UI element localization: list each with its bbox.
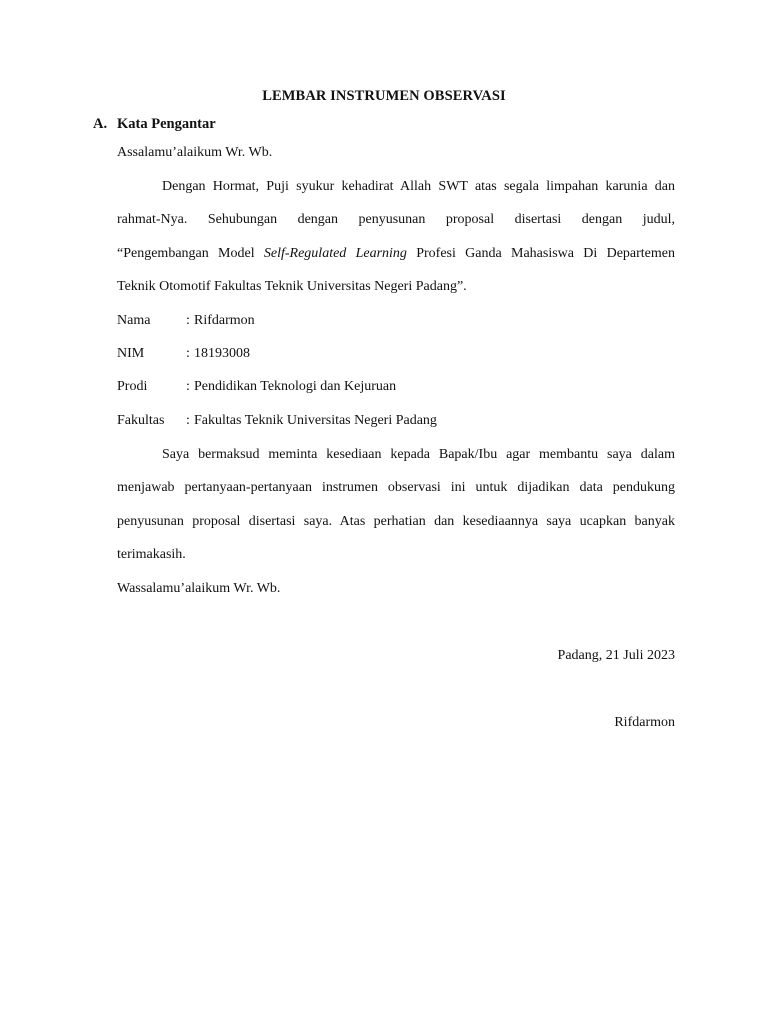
field-value: Rifdarmon <box>194 313 255 328</box>
section-title: Kata Pengantar <box>117 116 216 132</box>
paragraph2-line3: penyusunan proposal disertasi saya. Atas perhatian dan kesediaannya saya ucapkan banyak <box>117 514 675 529</box>
closing-text: Wassalamu’alaikum Wr. Wb. <box>117 581 281 596</box>
field-colon: : <box>186 346 190 361</box>
paragraph2-line1: Saya bermaksud meminta kesediaan kepada Bapak/Ibu agar membantu saya dalam <box>162 447 675 462</box>
field-row-nim <box>117 345 250 363</box>
place-date: Padang, 21 Juli 2023 <box>557 648 675 663</box>
paragraph2-line4: terimakasih. <box>117 547 186 562</box>
paragraph1-line1: Dengan Hormat, Puji syukur kehadirat Allah SWT atas segala limpahan karunia dan <box>162 179 675 194</box>
paragraph1-line3 <box>117 245 675 263</box>
paragraph2-line2: menjawab pertanyaan-pertanyaan instrumen observasi ini untuk dijadikan data pendukung <box>117 480 675 495</box>
field-row-fakultas <box>117 412 437 430</box>
field-label: Nama <box>117 313 151 328</box>
paragraph1-line3-end: Profesi Ganda Mahasiswa Di Departemen <box>406 246 675 261</box>
paragraph1-line4: Teknik Otomotif Fakultas Teknik Universitas Negeri Padang”. <box>117 279 467 294</box>
field-value: 18193008 <box>194 346 250 361</box>
field-label: NIM <box>117 346 145 361</box>
field-label: Prodi <box>117 379 148 394</box>
field-label: Fakultas <box>117 413 165 428</box>
section-number: A. <box>93 116 108 132</box>
field-colon: : <box>186 379 190 394</box>
greeting-text: Assalamu’alaikum Wr. Wb. <box>117 145 273 160</box>
field-value: Pendidikan Teknologi dan Kejuruan <box>194 379 397 394</box>
signature-name: Rifdarmon <box>614 715 675 730</box>
paragraph1-line2: rahmat-Nya. Sehubungan dengan penyusunan proposal disertasi dengan judul, <box>117 212 675 227</box>
field-row-nama <box>117 312 255 330</box>
field-value: Fakultas Teknik Universitas Negeri Padang <box>194 413 437 428</box>
document-title: LEMBAR INSTRUMEN OBSERVASI <box>262 88 506 104</box>
field-colon: : <box>186 313 190 328</box>
paragraph1-line3-italic: Self-Regulated Learning <box>263 246 407 261</box>
field-row-prodi <box>117 378 396 396</box>
paragraph1-line3-start: “Pengembangan Model <box>117 246 264 261</box>
field-colon: : <box>186 413 190 428</box>
section-heading <box>93 116 216 133</box>
